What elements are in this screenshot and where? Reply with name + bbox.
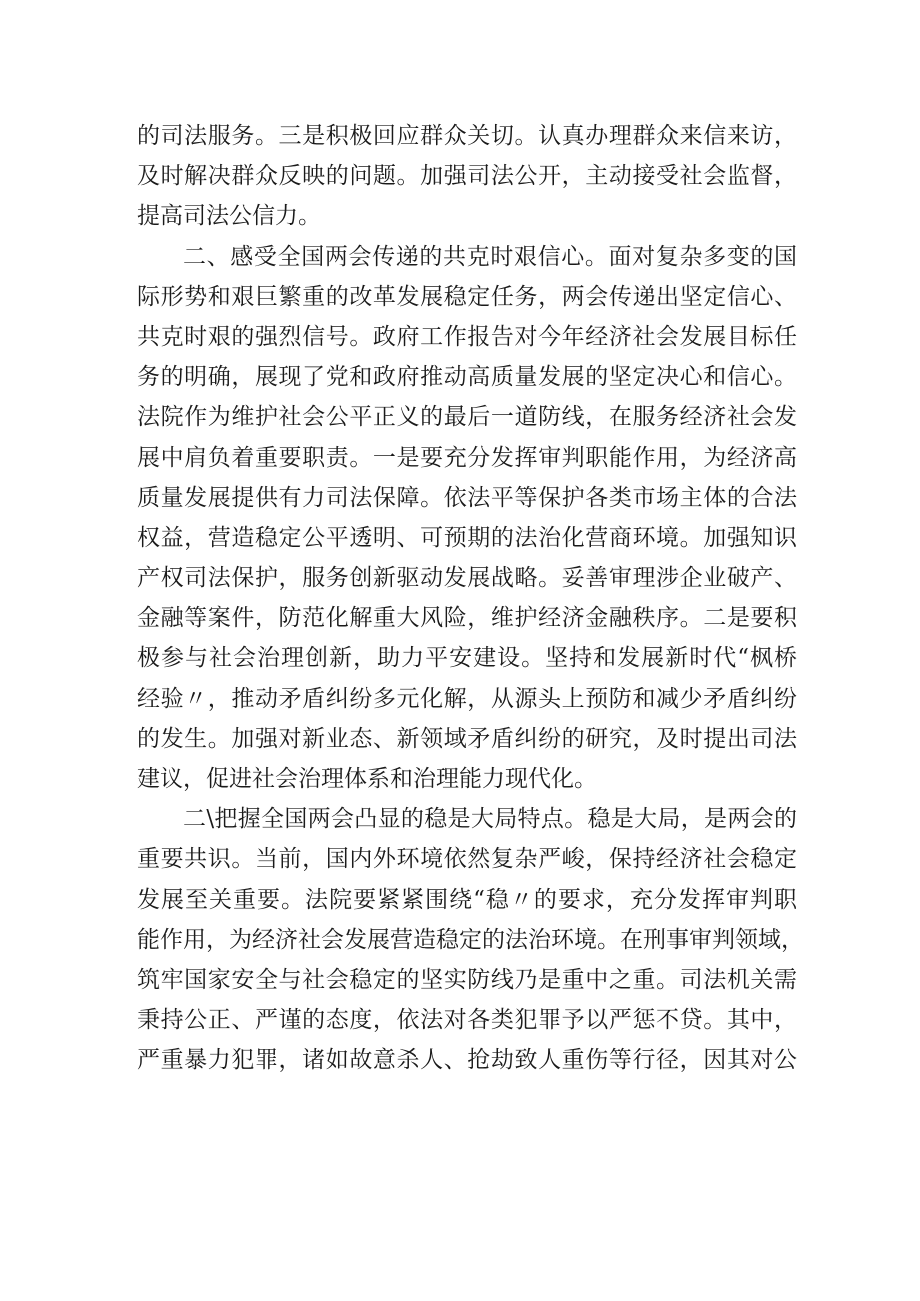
- text-line: 及时解决群众反映的问题。加强司法公开，主动接受社会监督，: [137, 163, 797, 190]
- text-line: 重要共识。当前，国内外环境依然复杂严峻，保持经济社会稳定: [137, 846, 797, 873]
- text-line: 筑牢国家安全与社会稳定的坚实防线乃是重中之重。司法机关需: [137, 966, 797, 993]
- text-line: 经验〃，推动矛盾纠纷多元化解，从源头上预防和减少矛盾纠纷: [137, 685, 797, 712]
- document-body: [137, 116, 804, 1081]
- text-line: 权益，营造稳定公平透明、可预期的法治化营商环境。加强知识: [137, 524, 797, 551]
- text-line: 二\把握全国两会凸显的稳是大局特点。稳是大局，是两会的: [183, 806, 797, 833]
- text-line: 发展至关重要。法院要紧紧围绕“稳〃的要求，充分发挥审判职: [137, 886, 797, 913]
- text-line: 严重暴力犯罪，诸如故意杀人、抢劫致人重伤等行径，因其对公: [137, 1047, 797, 1074]
- text-line: 共克时艰的强烈信号。政府工作报告对今年经济社会发展目标任: [137, 323, 797, 350]
- text-line: 务的明确，展现了党和政府推动高质量发展的坚定决心和信心。: [137, 364, 797, 391]
- text-line: 建议，促进社会治理体系和治理能力现代化。: [137, 766, 597, 792]
- text-line: 二、感受全国两会传递的共克时艰信心。面对复杂多变的国: [183, 243, 797, 270]
- text-line: 极参与社会治理创新，助力平安建设。坚持和发展新时代“枫桥: [137, 645, 797, 672]
- text-line: 展中肩负着重要职责。一是要充分发挥审判职能作用，为经济高: [137, 444, 797, 471]
- text-line: 质量发展提供有力司法保障。依法平等保护各类市场主体的合法: [137, 484, 797, 511]
- text-line: 的司法服务。三是积极回应群众关切。认真办理群众来信来访，: [137, 123, 797, 149]
- text-line: 的发生。加强对新业态、新领域矛盾纠纷的研究，及时提出司法: [137, 725, 797, 752]
- text-line: 能作用，为经济社会发展营造稳定的法治环境。在刑事审判领域，: [137, 926, 804, 953]
- text-line: 法院作为维护社会公平正义的最后一道防线，在服务经济社会发: [137, 404, 797, 431]
- text-line: 产权司法保护，服务创新驱动发展战略。妥善审理涉企业破产、: [137, 565, 797, 592]
- text-line: 提高司法公信力。: [137, 203, 321, 230]
- text-line: 金融等案件，防范化解重大风险，维护经济金融秩序。二是要积: [137, 605, 797, 632]
- text-line: 际形势和艰巨繁重的改革发展稳定任务，两会传递出坚定信心、: [137, 283, 797, 310]
- text-line: 秉持公正、严谨的态度，依法对各类犯罪予以严惩不贷。其中，: [137, 1007, 797, 1034]
